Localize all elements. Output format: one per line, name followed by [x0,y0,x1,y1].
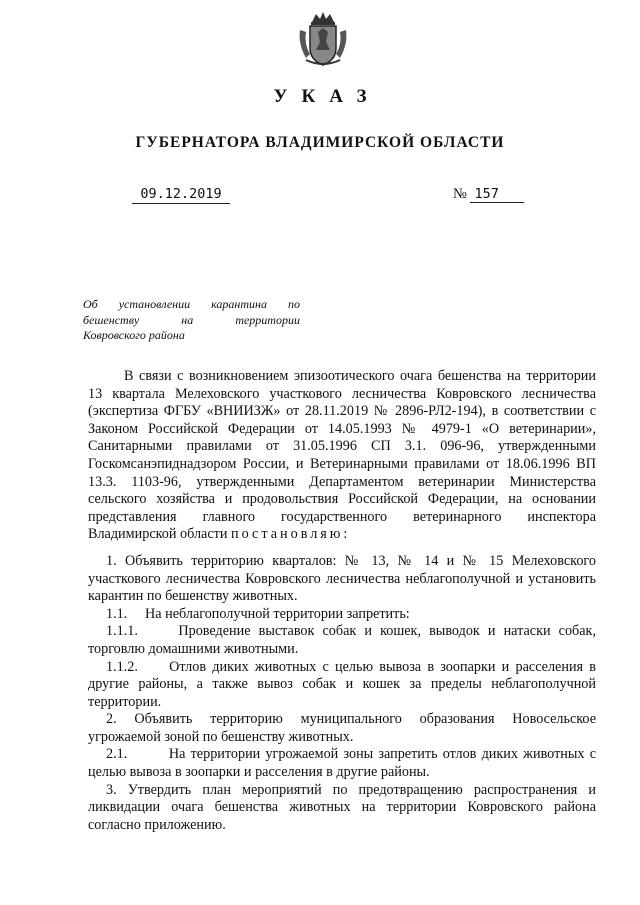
item-1-1: 1.1. На неблагополучной территории запретить: [106,605,410,622]
number-prefix: № [453,186,467,202]
item-2-1: 2.1. На территории угрожаемой зоны запретить отлов диких животных с целью вывоза в зоопарки и расселения в другие районы. [88,746,600,781]
decree-body [88,368,600,834]
decree-subject [83,297,300,344]
document-number-field [453,186,524,203]
subject-line-2: бешенству на территории [83,312,300,327]
item-1: 1. Объявить территорию кварталов: № 13, № 14 и № 15 Мелеховского участкового лесничества Ковровского лесничества неблагополучной и установить карантин по бешенству животных. [88,552,600,605]
item-3: 3. Утвердить план мероприятий по предотвращению распространения и ликвидации очага бешенства животных на территории Ковровского района согласно приложению. [88,781,600,833]
subject-line-1: Об установлении карантина по [83,297,300,311]
document-subtitle: ГУБЕРНАТОРА ВЛАДИМИРСКОЙ ОБЛАСТИ [135,134,505,151]
document-title: УКАЗ [273,86,381,107]
document-number: 157 [470,186,524,203]
document-date: 09.12.2019 [132,186,230,204]
item-1-1-2: 1.1.2. Отлов диких животных с целью вывоза в зоопарки и расселения в другие районы, а также вывоз собак и кошек за пределы неблагополучной территории. [88,658,600,710]
subject-line-3: Ковровского района [83,328,185,342]
coat-of-arms-icon [296,10,350,68]
decree-word: постановляю: [231,526,351,543]
item-1-1-1: 1.1.1. Проведение выставок собак и кошек, выводок и натаски собак, торговлю домашними животными. [88,623,600,657]
item-2: 2. Объявить территорию муниципального образования Новосельское угрожаемой зоной по бешенству животных. [88,711,600,745]
preamble-paragraph: В связи с возникновением эпизоотического очага бешенства на территории 13 квартала Мелеховского участкового лесничества Ковровского лесничества (экспертиза ФГБУ «ВНИИЗЖ» от 28.11.2019 № 2896-РЛ2-194), в соответствии с Законом Российской Федерации от 14.05.1993 № 4979-1 «О ветеринарии», Санитарными правилами от 31.05.1996 СП 3.1. 096-96, утвержденными Госкомсанэпиднадзором России, и Ветеринарными правилами от 18.06.1996 ВП 13.3. 1103-96, утвержденными Департаментом ветеринарии Министерства сельского хозяйства и продовольствия Российской Федерации, на основании представления главного государственного ветеринарного инспектора Владимирской области постановляю: [88,368,596,543]
